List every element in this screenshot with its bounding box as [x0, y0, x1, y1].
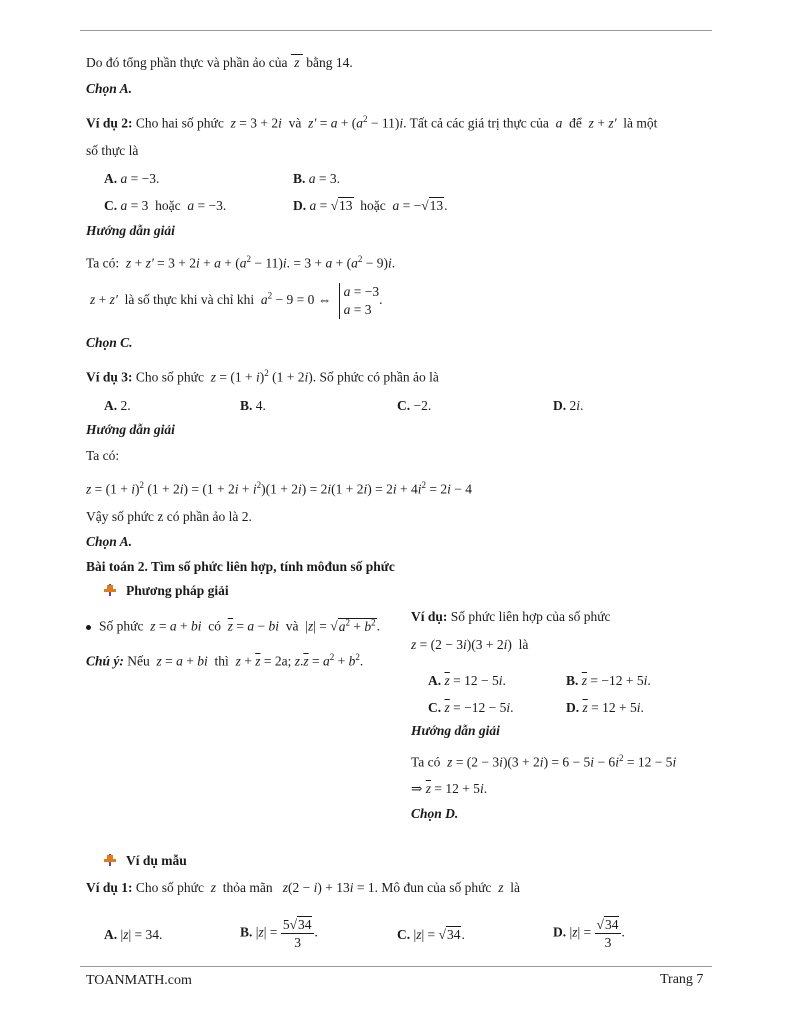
solution-line: ⇒ $\overline{z} = 12 + 5i$.	[411, 781, 488, 796]
text: bằng 14.	[306, 55, 353, 70]
option-a: A. $\overline{z} = 12 - 5i$.	[428, 673, 506, 688]
option-b: B. 4.	[240, 398, 266, 413]
sample-heading: Ví dụ mẫu	[104, 852, 187, 870]
side-example: Ví dụ: Số phức liên hợp của số phức	[411, 609, 611, 624]
option-a: A. |z| = 34.	[104, 927, 163, 942]
text: để	[569, 115, 582, 131]
answer-choice: Chọn D.	[411, 806, 459, 821]
solution-heading: Hướng dẫn giải	[411, 723, 500, 738]
option-c: C. a = 3 hoặc a = −3.	[104, 198, 227, 213]
math: z	[290, 55, 303, 70]
solution-line: Ta có: $z + z' = 3 + 2i + a + (a^2 - 11)i$. = $3 + a + (a^2 - 9)i$.	[86, 254, 396, 271]
text-line	[86, 54, 353, 72]
footer-rule	[80, 966, 712, 967]
text: là một	[623, 115, 658, 131]
solution-line: z + z′ là số thực khi và chỉ khi $a^2 - 9 = 0$ ⇔ a = −3 a = 3.	[90, 284, 383, 317]
solution-line: Ta có:	[86, 448, 120, 463]
text: Do đó tổng phần thực và phần ảo của	[86, 55, 288, 70]
option-d: D. a = √13 hoặc a = −√13.	[293, 198, 448, 213]
text: Cho hai số phức	[135, 115, 224, 131]
option-c: C. |z| = √34.	[397, 927, 465, 942]
example-3: Ví dụ 3: Cho số phức $z = (1 + i)^2$ (1 + 2i). Số phức có phần ảo là	[86, 368, 439, 385]
option-c: C. −2.	[397, 398, 432, 413]
solution-heading: Hướng dẫn giải	[86, 422, 175, 437]
text: và	[288, 115, 302, 131]
option-a: A. 2.	[104, 398, 131, 413]
side-example: z = (2 − 3i)(3 + 2i) là	[411, 637, 529, 652]
solution-line: $z = (1 + i)^2$ $(1 + 2i) = (1 + 2i + i^2)(1 + 2i) = 2i(1 + 2i) = 2i + 4i^2 = 2i - 4$	[86, 480, 473, 497]
answer-choice: Chọn A.	[86, 81, 133, 96]
option-b: B. |z| = $\frac{5√34}{3}$ .	[240, 917, 318, 950]
option-c: C. $\overline{z} = -12 - 5i$.	[428, 700, 514, 715]
text: . Tất cả các giá trị thực của	[403, 115, 549, 131]
page-number: Trang 7	[660, 972, 704, 987]
solution-heading: Hướng dẫn giải	[86, 223, 175, 238]
footer-site: TOANMATH.com	[86, 973, 192, 988]
method-line: Số phức z = a + bi có $\overline{z} = a$ − bi và $|z| = √a^2 + b^2$.	[86, 613, 380, 636]
method-note: Chú ý: Nếu z = a + bi thì $z + \overline{z} = 2a$; $z.\overline{z} = a^2 + b^2$.	[86, 652, 364, 669]
answer-choice: Chọn A.	[86, 534, 133, 549]
text-line: số thực là	[86, 143, 139, 158]
solution-line: Ta có $z = (2 - 3i)(3 + 2i) = 6 - 5i - 6i^2 = 12 - 5i$	[411, 753, 677, 770]
option-d: D. $\overline{z} = 12 + 5i$.	[566, 700, 644, 715]
option-d: D. |z| = $\frac{√34}{3}$ .	[553, 917, 625, 950]
option-a: A. a = −3.	[104, 171, 160, 186]
method-heading: Phương pháp giải	[104, 582, 229, 600]
option-d: D. 2i.	[553, 398, 584, 413]
header-rule	[80, 30, 712, 31]
option-b: B. $\overline{z} = -12 + 5i$.	[566, 673, 651, 688]
option-b: B. a = 3.	[293, 171, 341, 186]
section-title: Bài toán 2. Tìm số phức liên hợp, tính môđun số phức	[86, 559, 395, 574]
pin-icon	[104, 854, 116, 866]
math: z	[230, 115, 236, 131]
pin-icon	[104, 584, 116, 596]
example-label: Ví dụ 2:	[86, 115, 133, 131]
solution-line: Vậy số phức z có phần ảo là 2.	[86, 509, 252, 524]
example-2: Ví dụ 2: Cho hai số phức z = 3 + 2i và $z' = a + (a^2 - 11)i$. Tất cả các giá trị thực của a để z + z′ là một	[86, 114, 658, 131]
answer-choice: Chọn C.	[86, 335, 133, 350]
bullet-icon	[86, 625, 91, 630]
example-1: Ví dụ 1: Cho số phức z thỏa mãn z(2 − i) + 13i = 1. Mô đun của số phức z là	[86, 880, 520, 895]
